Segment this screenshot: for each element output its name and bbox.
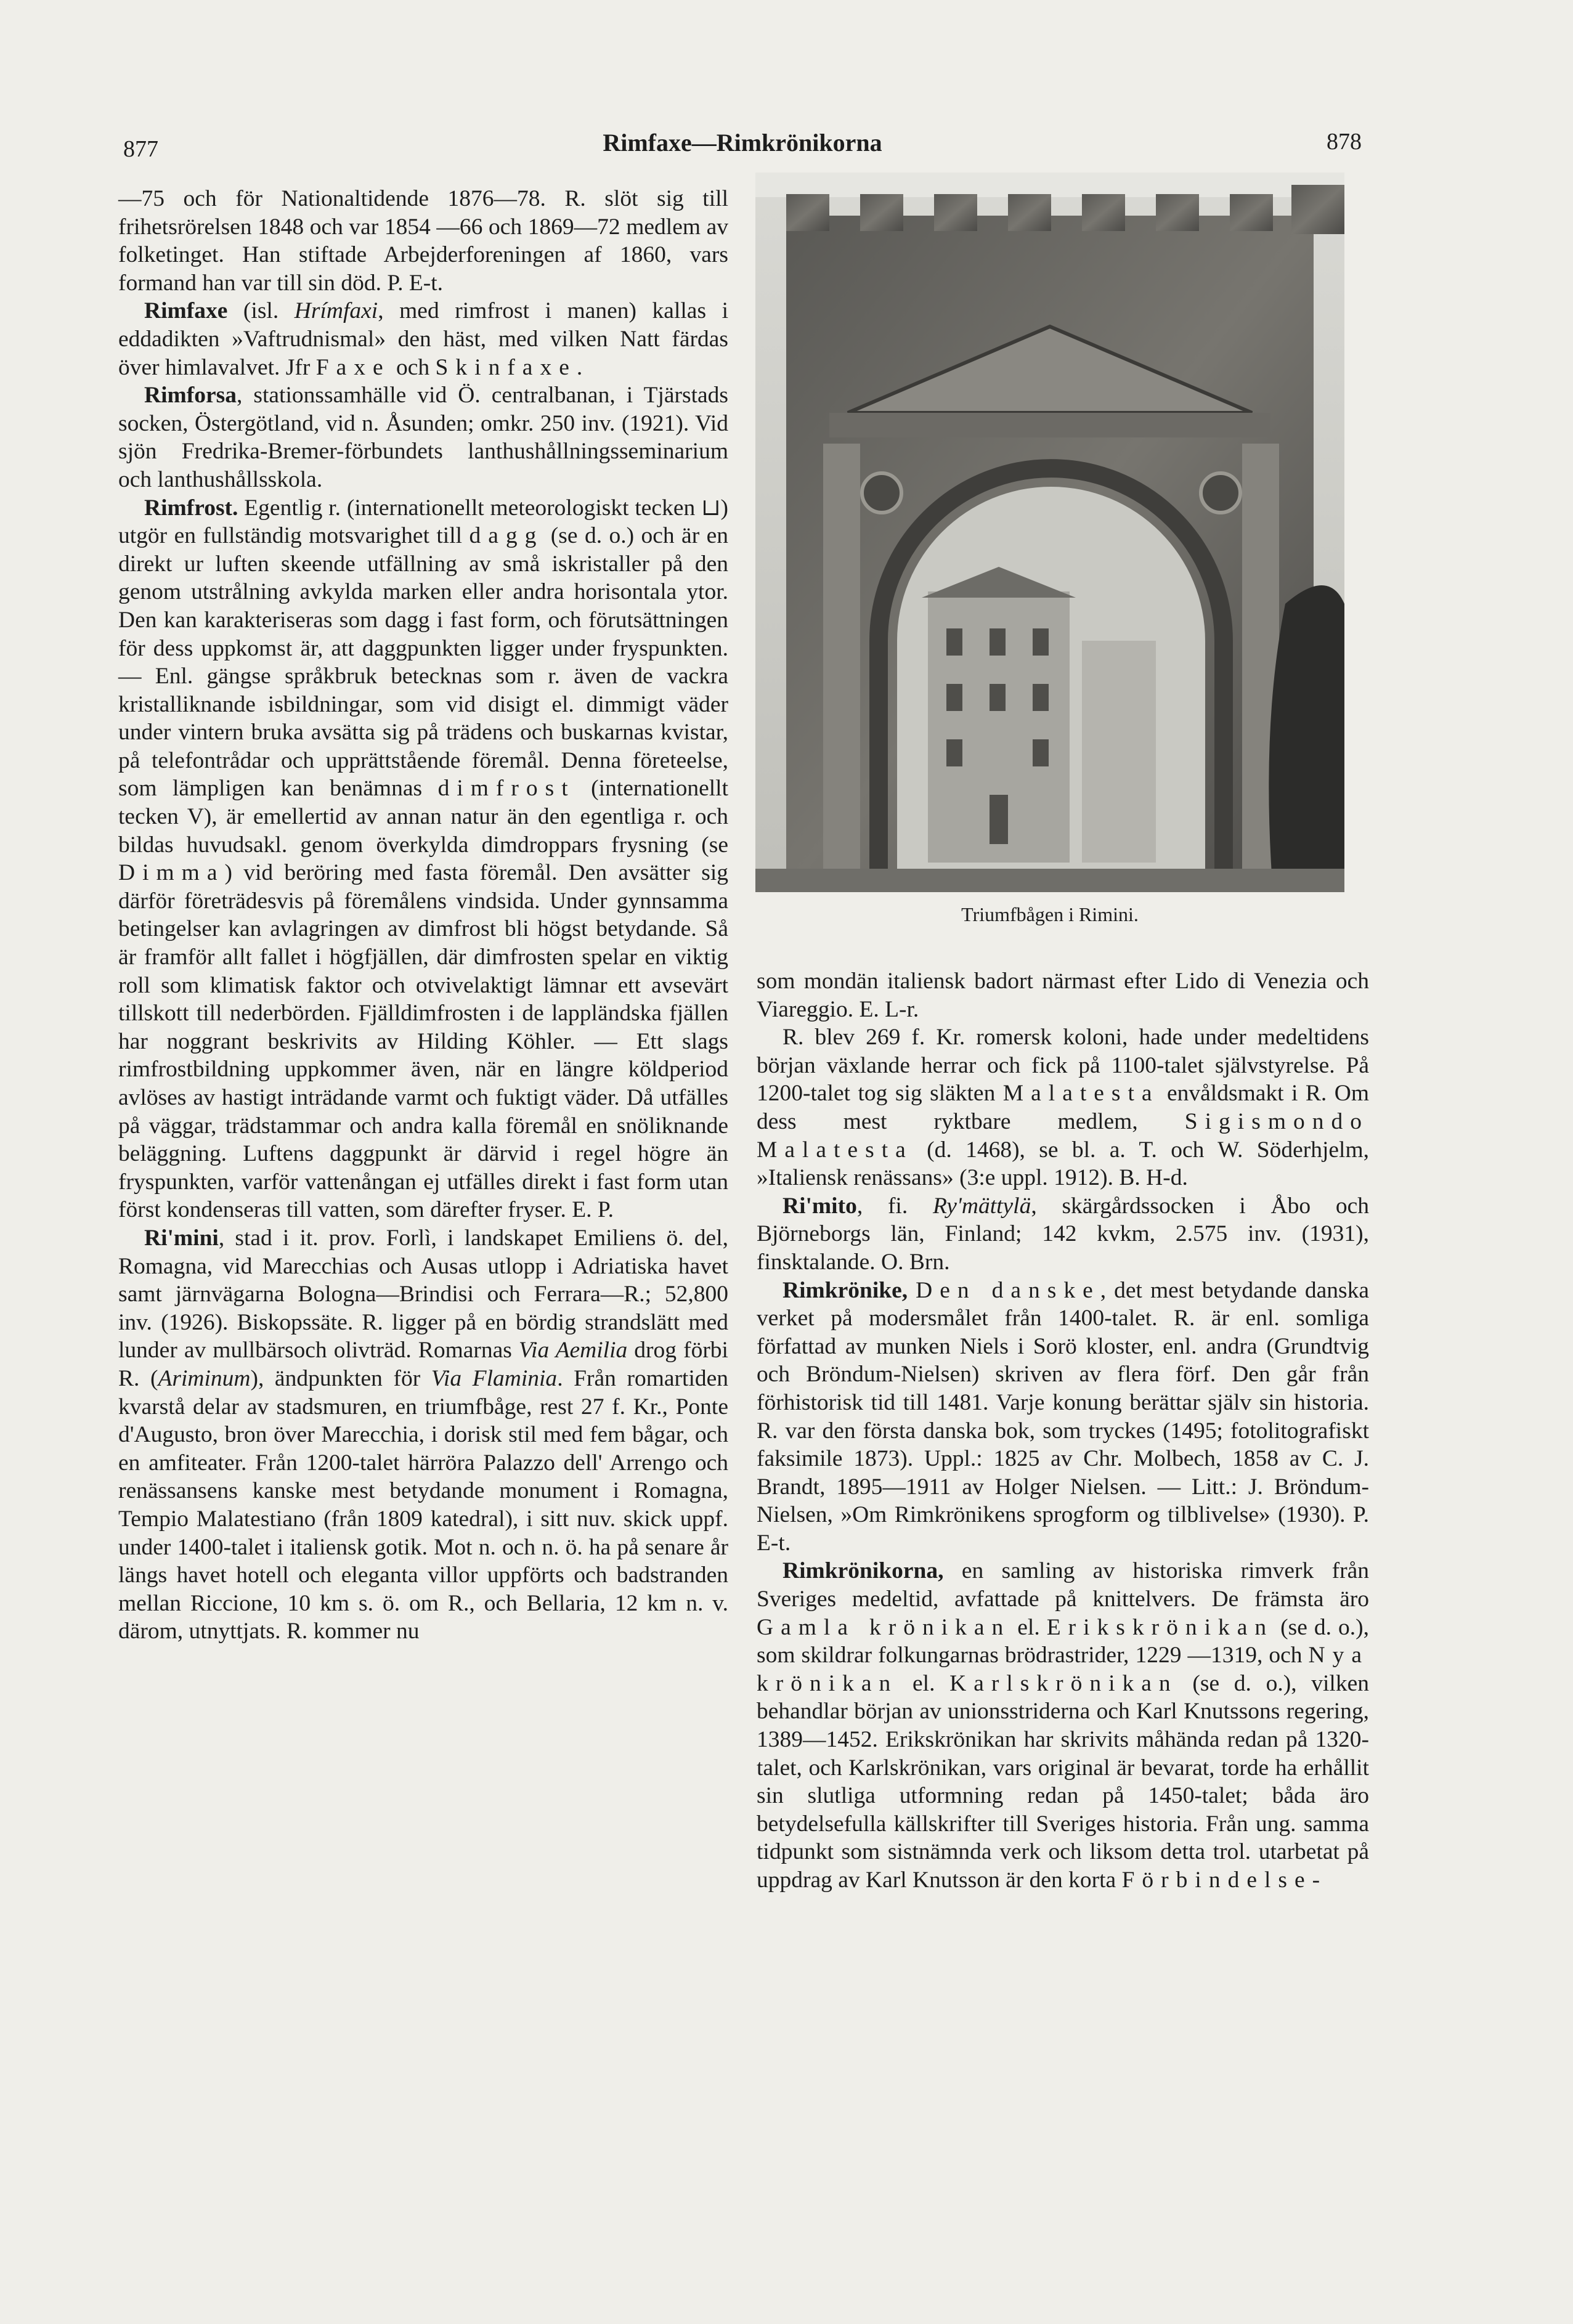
paragraph bbox=[757, 1277, 1369, 1558]
text-run: (se d. o.), vilken behandlar början av unionsstriderna och Karl Knutssons regering, 1389—1452. Erikskrönikan har skrivits måhända redan på 1320-talet, och Karlskrönikan, vars original är bevarat, torde ha erhållit sin slutliga utformning redan på 1450-talet; båda äro betydelsefulla källskrifter till Sveriges historia. Från ung. samma tidpunkt som sistnämnda verk och liksom detta trol. utarbetat på uppdrag av Karl Knutsson är den korta bbox=[757, 1670, 1369, 1893]
paragraph bbox=[118, 1224, 728, 1646]
text-run: Skinfaxe bbox=[435, 354, 577, 380]
running-header bbox=[123, 128, 1362, 165]
paragraph bbox=[757, 1557, 1369, 1894]
text-run: . Från romartiden kvarstå delar av stadsmuren, en triumfbåge, rest 27 f. Kr., Ponte d'Augusto, bron över Marecchia, i dorisk stil med fem bågar, och en amfiteater. Från 1200-talet härröra Palazzo dell' Arrengo och renässansens kanske mest betydande monument i Romagna, Tempio Malatestiano (från 1809 katedral), i sitt nuv. skick uppf. under 1400-talet i italiensk gotik. Mot n. och n. ö. ha på senare år längs havet hotell och eleganta villor uppförts och badstranden mellan Riccione, 10 km s. ö. om R., och Bellaria, 12 km n. v. därom, utnyttjats. R. kommer nu bbox=[118, 1365, 729, 1644]
text-run: el. bbox=[898, 1670, 950, 1696]
text-run: (isl. bbox=[227, 298, 295, 324]
paragraph bbox=[757, 1023, 1369, 1192]
paragraph bbox=[118, 297, 728, 381]
text-run: dimfrost bbox=[437, 776, 575, 802]
text-run: ), ändpunkten för bbox=[250, 1365, 431, 1391]
text-run: Malatesta bbox=[1002, 1081, 1160, 1107]
text-run: Ry'mättylä bbox=[932, 1193, 1031, 1219]
paragraph bbox=[118, 494, 728, 1224]
text-run: Egentlig r. (internationellt meteorologiskt tecken ⊔) utgör en fullständig motsvarighet till bbox=[118, 495, 728, 549]
text-run: drog förbi R. ( bbox=[118, 1338, 728, 1391]
text-run: —75 och för Nationaltidende 1876—78. R. slöt sig till frihetsrörelsen 1848 och var 1854 —66 och 1869—72 medlem av folketinget. Han stiftade Arbejderforeningen af 1860, vars formand han var till sin död. P. E-t. bbox=[118, 186, 728, 296]
page-number-right: 878 bbox=[1327, 129, 1362, 155]
figure-caption: Triumfbågen i Rimini. bbox=[961, 903, 1139, 925]
text-run: , fi. bbox=[856, 1193, 933, 1219]
page-title: Rimfaxe—Rimkrönikorna bbox=[603, 129, 882, 156]
text-run: en samling av historiska rimverk från Sveriges medeltid, avfattade på knittelvers. De främsta äro bbox=[757, 1558, 1369, 1612]
headword: Rimkrönikorna, bbox=[782, 1558, 944, 1584]
text-run: dagg bbox=[469, 523, 544, 549]
text-run: Erikskrönikan bbox=[1046, 1614, 1274, 1640]
page-number-left: 877 bbox=[123, 136, 158, 162]
right-column bbox=[757, 967, 1369, 1895]
text-run: Via Flaminia bbox=[431, 1365, 558, 1391]
text-run: ) vid beröring med fasta föremål. Den avsätter sig därför företrädesvis på föremålens vindsida. Under gynnsamma betingelser kan avlagringen av dimfrost bli högst betydande. Så är framför allt fallet i högfjällen, där dimfrosten spelar en viktig roll som klimatisk faktor och otvivelaktigt lämnar ett avsevärt tillskott till nederbörden. Fjälldimfrosten i de lappländska fjällen har noggrant beskrivits av Hilding Köhler. — Ett slags rimfrostbildning uppkommer även, när en längre köldperiod avlöses av hastigt inträdande varmt och fuktigt väder. Då utfälles på väggar, trädstammar och andra kalla föremål en snöliknande beläggning. Luftens daggpunkt är därvid i regel högre än fryspunkten, varför vattenångan ej utfälles direkt i fast form utan först kondenseras till vatten, som därefter fryser. E. P. bbox=[118, 860, 728, 1223]
text-run: Hrímfaxi bbox=[294, 298, 378, 324]
text-run: , stad i it. prov. Forlì, i landskapet Emiliens ö. del, Romagna, vid Marecchias och Ausas utlopp i Adriatiska havet samt järnvägarna Bologna—Brindisi och Ferrara—R.; 52,800 inv. (1926). Biskopssäte. R. ligger på en bördig strandslätt med lunder av mullbärsoch olivträd. Romarnas bbox=[118, 1225, 728, 1363]
text-run: Dimma bbox=[118, 860, 225, 886]
text-run: , det mest betydande danska verket på modersmålet från 1400-talet. R. är enl. somliga författad av munken Niels i Sorö kloster, enl. andra (Grundtvig och Bröndum-Nielsen) skriven av flera förf. Den går från förhistorisk tid till 1481. Varje konung berättar själv sin historia. R. var den första danska bok, som tryckes (1495; fotolitografiskt faksimile 1873). Uppl.: 1825 av Chr. Molbech, 1858 av C. J. Brandt, 1895—1911 av Holger Nielsen. — Litt.: J. Bröndum-Nielsen, »Om Rimkrönikens sprogform og tilblivelse» (1930). P. E-t. bbox=[757, 1277, 1369, 1556]
text-run: (internationellt tecken V), är emellertid av annan natur än den egentliga r. och bildas huvudsakl. genom överkylda dimdroppars frysning (se bbox=[118, 776, 728, 858]
text-run: Gamla krönikan bbox=[757, 1614, 1011, 1640]
text-run: (d. 1468), se bl. a. T. och W. Söderhjelm, »Italiensk renässans» (3:e uppl. 1912). B. H-d. bbox=[757, 1137, 1369, 1191]
text-run: Faxe bbox=[315, 354, 391, 380]
headword: Rimfrost. bbox=[144, 495, 238, 521]
text-run: Förbindelse- bbox=[1121, 1867, 1328, 1893]
text-run: och bbox=[390, 354, 436, 380]
text-run: (se d. o.) och är en direkt ur luften skeende utfällning av små iskristaller på den genom utstrålning avkylda marken eller andra horisontala ytor. Den kan karakteriseras som dagg i fast form, och förutsättningen för dess uppkomst är, att daggpunkten ligger under fryspunkten. — Enl. gängse språkbruk betecknas som r. även de vackra kristalliknande isbildningar, som vid disigt el. dimmigt väder under vintern brukа avsätta sig på trädens och buskarnas kvistar, på telefontrådar och upprättstående föremål. Denna företeelse, som lämpligen kan benämnas bbox=[118, 523, 728, 802]
text-run: Ariminum bbox=[158, 1365, 251, 1391]
text-run: . bbox=[576, 354, 583, 380]
paragraph bbox=[118, 381, 728, 494]
headword: Rimforsa bbox=[144, 383, 237, 408]
text-run: envåldsmakt i R. Om dess mest ryktbare medlem, bbox=[757, 1081, 1369, 1134]
headword: Ri'mini bbox=[144, 1225, 219, 1251]
headword: Ri'mito bbox=[782, 1193, 857, 1219]
headword: Rimkrönike, bbox=[782, 1277, 908, 1303]
paragraph bbox=[118, 185, 728, 297]
left-column bbox=[118, 185, 728, 1646]
text-run: Sigismondo Malatesta bbox=[757, 1108, 1369, 1163]
triumphal-arch-photo bbox=[755, 173, 1344, 892]
text-run: (se d. o.), som skildrar folkungarnas brödrastrider, 1229 —1319, och bbox=[757, 1614, 1369, 1668]
text-run: R. blev 269 f. Kr. romersk koloni, hade under medeltidens början växlande herrar och fick på 1100-talet självstyrelse. På 1200-talet tog sig släkten bbox=[757, 1025, 1369, 1107]
text-run: , stationssamhälle vid Ö. centralbanan, i Tjärstads socken, Östergötland, vid n. Åsunden; omkr. 250 inv. (1921). Vid sjön Fredrika-Bremer-förbundets lanthushållningsseminarium och lanthushållsskola. bbox=[118, 383, 728, 492]
text-run: Karlskrönikan bbox=[949, 1670, 1178, 1696]
text-run bbox=[908, 1278, 916, 1303]
text-run: Nya krönikan bbox=[757, 1643, 1369, 1696]
paragraph bbox=[757, 1192, 1369, 1277]
paragraph bbox=[757, 967, 1369, 1023]
text-run: el. bbox=[1010, 1614, 1047, 1640]
text-run: Den danske bbox=[916, 1277, 1100, 1303]
text-run: Via Aemilia bbox=[518, 1338, 628, 1363]
headword: Rimfaxe bbox=[144, 298, 228, 324]
text-run: , skärgårdssocken i Åbo och Björneborgs län, Finland; 142 kvkm, 2.575 inv. (1931), finsktalande. O. Brn. bbox=[757, 1193, 1369, 1275]
text-run: , med rimfrost i manen) kallas i eddadikten »Vaftrudnismal» den häst, med vilken Natt färdas över himlavalvet. Jfr bbox=[118, 298, 728, 380]
text-run: som mondän italiensk badort närmast efter Lido di Venezia och Viareggio. E. L-r. bbox=[757, 969, 1369, 1022]
arch-illustration bbox=[755, 173, 1344, 892]
